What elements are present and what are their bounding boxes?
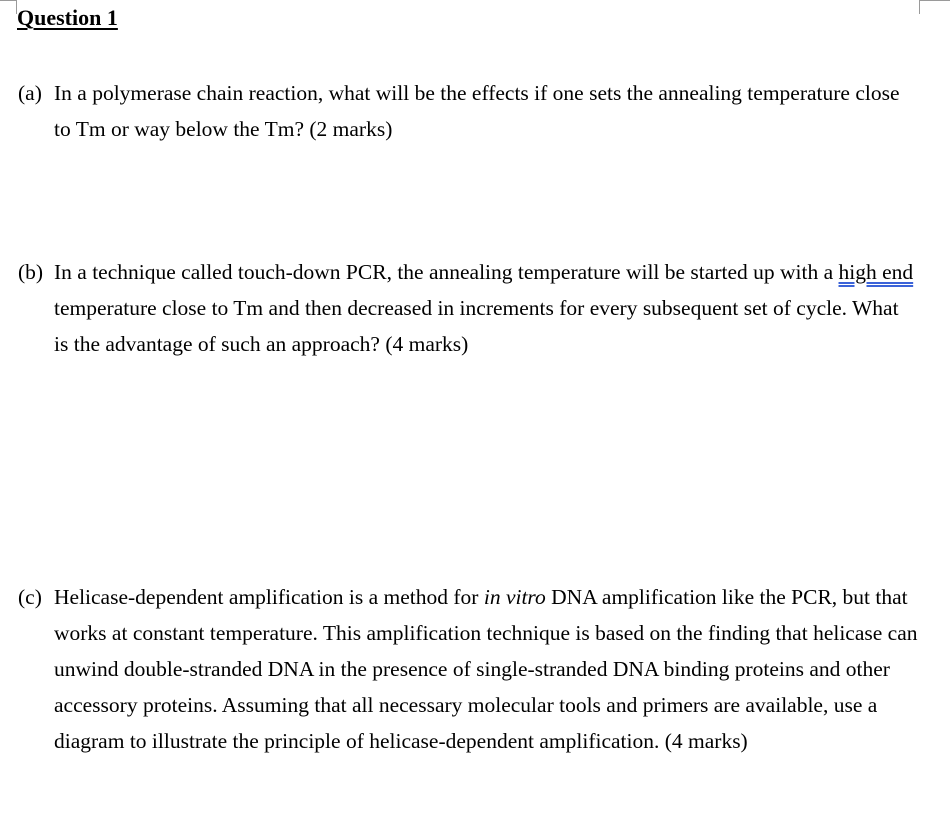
- question-text-start: Helicase-dependent amplification is a method for: [54, 585, 479, 609]
- question-label: (a): [18, 81, 42, 105]
- question-text-start: In a technique called touch-down PCR, the annealing temperature will be started up with a: [54, 260, 834, 284]
- question-text: In a polymerase chain reaction, what will be the effects if one sets the annealing temperature close to Tm or way below the Tm? (2 marks): [54, 81, 900, 141]
- page-corner-mark-left: [0, 0, 17, 1]
- question-text: [54, 579, 918, 759]
- spellcheck-marked-phrase[interactable]: high end: [838, 260, 914, 284]
- page-corner-mark-right-vertical: [919, 0, 920, 14]
- page-corner-mark-right: [920, 0, 950, 1]
- question-title: Question 1: [17, 5, 118, 30]
- question-text-end: temperature close to Tm and then decreased in increments for every subsequent set of cycle. What is the advantage of such an approach? (4 marks): [54, 296, 899, 356]
- question-label: (b): [18, 260, 44, 284]
- question-text: [54, 254, 918, 362]
- question-text-end: DNA amplification like the PCR, but that works at constant temperature. This amplification technique is based on the finding that helicase can unwind double-stranded DNA in the presence of single-stranded DNA binding proteins and other accessory proteins. Assuming that all necessary molecular tools and primers are available, use a diagram to illustrate the principle of helicase-dependent amplification. (4 marks): [54, 585, 918, 753]
- italic-phrase: in vitro: [483, 585, 546, 609]
- question-part-c: [18, 579, 918, 759]
- question-label: (c): [18, 585, 42, 609]
- question-part-b: [18, 254, 918, 362]
- question-part-a: [18, 75, 918, 147]
